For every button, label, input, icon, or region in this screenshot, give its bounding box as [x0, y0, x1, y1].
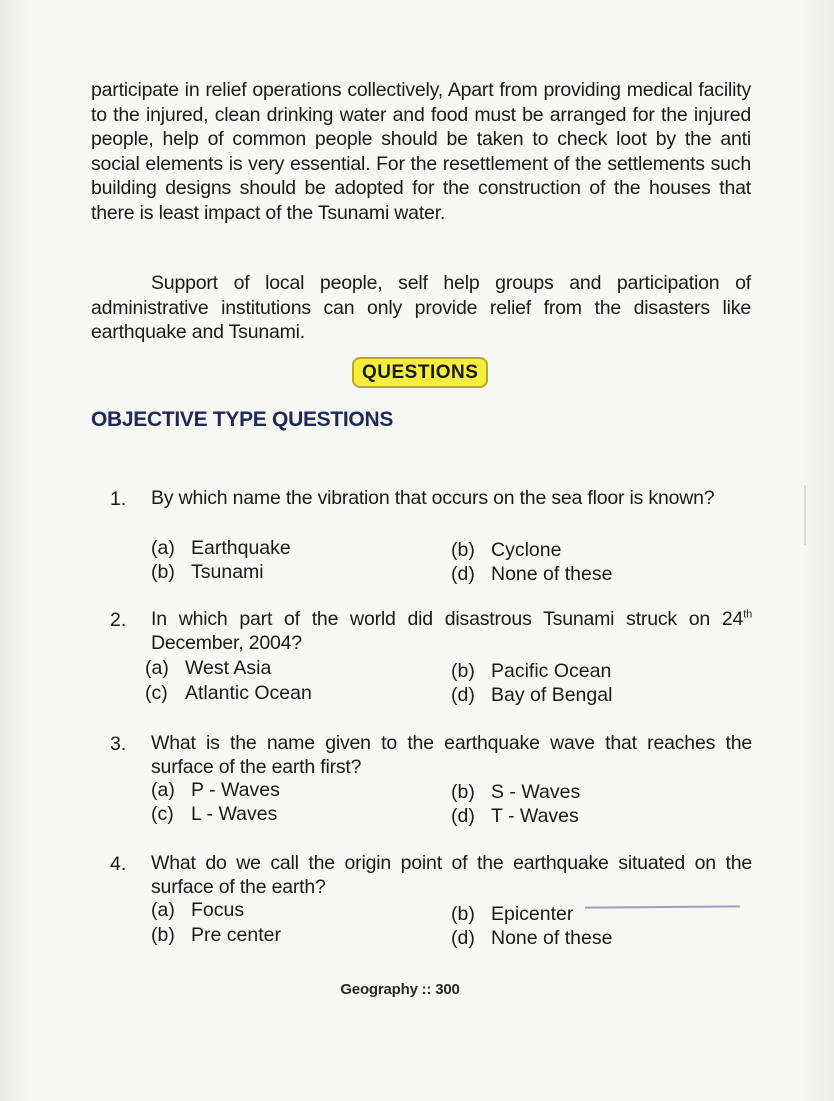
option-a: (a) Focus [151, 899, 245, 921]
option-d: (d) None of these [451, 927, 613, 949]
section-heading: OBJECTIVE TYPE QUESTIONS [91, 408, 394, 431]
option-b: (b) S - Waves [451, 781, 581, 803]
option-a: (a) Earthquake [151, 537, 291, 559]
option-c: (b) Pre center [151, 924, 281, 946]
question-text: In which part of the world did disastrous Tsunami struck on 24th December, 2004? [151, 608, 752, 654]
page-footer: Geography :: 300 [340, 981, 460, 998]
page-edge-mark [804, 485, 806, 545]
question-text: What do we call the origin point of the earthquake situated on the surface of the earth? [151, 852, 752, 898]
option-c: (c) L - Waves [151, 803, 278, 825]
option-a: (a) P - Waves [151, 779, 280, 801]
question-number: 3. [110, 733, 127, 755]
option-b: (b) Cyclone [451, 539, 562, 561]
option-c: (c) Atlantic Ocean [145, 682, 312, 704]
option-d: (d) T - Waves [451, 805, 579, 827]
option-b: (b) Epicenter [451, 903, 574, 925]
question-number: 1. [110, 488, 127, 510]
question-text: What is the name given to the earthquake wave that reaches the surface of the earth first? [151, 732, 752, 778]
option-d: (d) Bay of Bengal [451, 684, 613, 706]
paragraph-relief: participate in relief operations collectively, Apart from providing medical facility to the injured, clean drinking water and food must be arranged for the injured people, help of common people should be taken to check loot by the anti social elements is very essential. For the resettlement of the settlements such building designs should be adopted for the construction of the houses that there is least impact of the Tsunami water. [91, 79, 751, 224]
question-number: 4. [110, 853, 127, 875]
option-a: (a) West Asia [145, 657, 272, 679]
option-b: (b) Pacific Ocean [451, 660, 612, 682]
question-text: By which name the vibration that occurs on the sea floor is known? [151, 487, 715, 509]
paragraph-support: Support of local people, self help groups and participation of administrative institutions can only provide relief from the disasters like earthquake and Tsunami. [91, 272, 751, 343]
option-d: (d) None of these [451, 563, 613, 585]
option-c: (b) Tsunami [151, 561, 264, 583]
questions-badge: QUESTIONS [352, 357, 488, 388]
ordinal-suffix: th [743, 608, 752, 621]
question-number: 2. [110, 609, 127, 631]
